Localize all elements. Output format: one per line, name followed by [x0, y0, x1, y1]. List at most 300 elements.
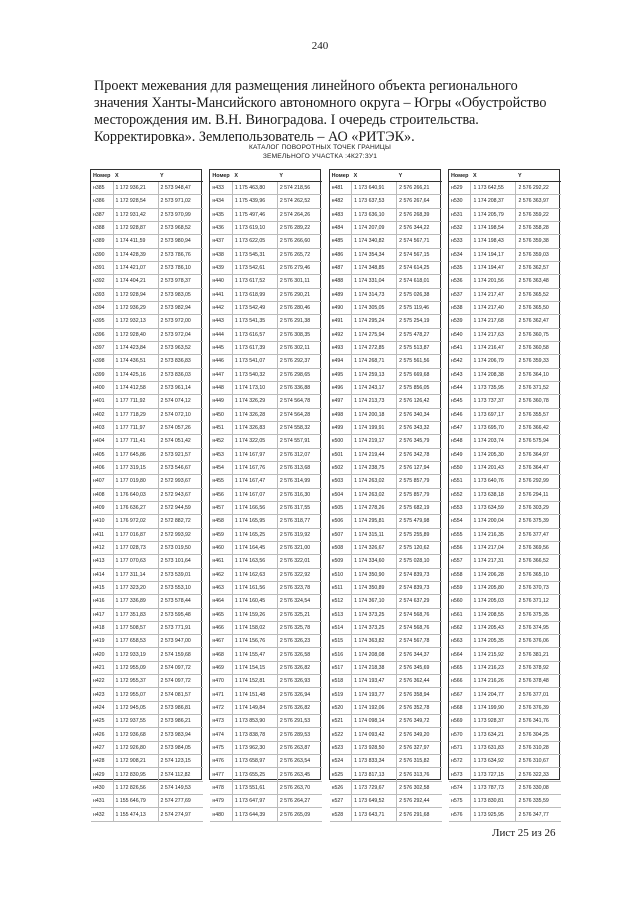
coord-y: 2 576 126,42 — [397, 395, 442, 408]
table-row — [91, 341, 203, 354]
table-row — [91, 688, 203, 701]
table-row — [210, 501, 322, 514]
point-number: н408 — [91, 488, 113, 501]
coord-x: 1 174 193,47 — [352, 675, 397, 688]
table-row — [91, 795, 203, 808]
coord-y: 2 576 310,28 — [516, 741, 561, 754]
point-number: н460 — [210, 541, 232, 554]
coord-y: 2 576 375,35 — [516, 608, 561, 621]
coord-x: 1 174 272,85 — [352, 341, 397, 354]
coord-x: 1 173 727,15 — [471, 768, 516, 781]
point-number: н454 — [210, 461, 232, 474]
point-number: н537 — [449, 288, 471, 301]
coord-x: 1 174 436,51 — [113, 355, 158, 368]
table-row — [449, 368, 561, 381]
point-number: н477 — [210, 768, 232, 781]
coord-x: 1 177 070,63 — [113, 555, 158, 568]
table-row — [91, 728, 203, 741]
point-number: н541 — [449, 341, 471, 354]
point-number: н395 — [91, 315, 113, 328]
point-number: н559 — [449, 581, 471, 594]
table-row — [91, 595, 203, 608]
table-row — [210, 395, 322, 408]
coord-y: 2 574 614,25 — [397, 261, 442, 274]
coord-x: 1 174 425,16 — [113, 368, 158, 381]
table-row — [330, 715, 442, 728]
table-row — [210, 635, 322, 648]
coord-x: 1 174 217,68 — [471, 315, 516, 328]
point-number: н547 — [449, 421, 471, 434]
coord-y: 2 574 051,42 — [158, 435, 203, 448]
point-number: н450 — [210, 408, 232, 421]
table-row — [91, 661, 203, 674]
coord-y: 2 573 972,04 — [158, 328, 203, 341]
table-row — [449, 781, 561, 794]
coord-x: 1 174 238,75 — [352, 461, 397, 474]
point-number: н497 — [330, 395, 352, 408]
coord-x: 1 174 205,79 — [471, 208, 516, 221]
coord-x: 1 172 955,07 — [113, 688, 158, 701]
coord-y: 2 576 294,11 — [516, 488, 561, 501]
point-number: н484 — [330, 221, 352, 234]
coord-x: 1 174 243,17 — [352, 381, 397, 394]
point-number: н493 — [330, 341, 352, 354]
coord-y: 2 576 355,57 — [516, 408, 561, 421]
table-row — [91, 328, 203, 341]
coord-x: 1 177 351,83 — [113, 608, 158, 621]
coord-x: 1 174 216,23 — [471, 661, 516, 674]
table-row — [330, 755, 442, 768]
coord-y: 2 574 839,73 — [397, 568, 442, 581]
coord-y: 2 574 618,01 — [397, 275, 442, 288]
point-number: н504 — [330, 488, 352, 501]
table-row — [330, 421, 442, 434]
coord-y: 2 576 369,56 — [516, 541, 561, 554]
coord-x: 1 172 936,29 — [113, 301, 158, 314]
table-row — [449, 381, 561, 394]
point-number: н427 — [91, 741, 113, 754]
table-row — [210, 768, 322, 781]
table-row — [210, 248, 322, 261]
coord-y: 2 574 568,76 — [397, 608, 442, 621]
coord-x: 1 174 412,58 — [113, 381, 158, 394]
point-number: н502 — [330, 461, 352, 474]
table-row — [330, 288, 442, 301]
point-number: н459 — [210, 528, 232, 541]
table-row — [91, 515, 203, 528]
table-row — [210, 355, 322, 368]
point-number: н554 — [449, 515, 471, 528]
point-number: н448 — [210, 381, 232, 394]
point-number: н568 — [449, 701, 471, 714]
coord-y: 2 574 558,32 — [277, 421, 322, 434]
table-row — [210, 781, 322, 794]
coord-y: 2 576 364,97 — [516, 448, 561, 461]
coord-x: 1 172 830,95 — [113, 768, 158, 781]
coord-y: 2 576 322,33 — [516, 768, 561, 781]
coord-y: 2 576 349,72 — [397, 715, 442, 728]
coord-x: 1 177 019,80 — [113, 475, 158, 488]
point-number: н466 — [210, 621, 232, 634]
coord-y: 2 575 119,46 — [397, 301, 442, 314]
coord-y: 2 573 595,48 — [158, 608, 203, 621]
table-row — [210, 648, 322, 661]
coord-x: 1 174 156,76 — [232, 635, 277, 648]
page-number: 240 — [311, 40, 329, 52]
coord-x: 1 172 928,94 — [113, 288, 158, 301]
coord-x: 1 174 152,81 — [232, 675, 277, 688]
coord-y: 2 575 513,87 — [397, 341, 442, 354]
coord-x: 1 173 636,10 — [352, 208, 397, 221]
table-row — [210, 528, 322, 541]
table-row — [330, 675, 442, 688]
point-number: н576 — [449, 808, 471, 821]
coord-x: 1 174 275,94 — [352, 328, 397, 341]
table-row — [91, 421, 203, 434]
table-row — [210, 595, 322, 608]
coord-x: 1 173 928,37 — [471, 715, 516, 728]
table-row — [449, 595, 561, 608]
table-row — [449, 261, 561, 274]
table-row — [449, 461, 561, 474]
coord-x: 1 177 645,86 — [113, 448, 158, 461]
point-number: н465 — [210, 608, 232, 621]
table-row — [449, 341, 561, 354]
coord-x: 1 174 198,43 — [471, 235, 516, 248]
coord-y: 2 573 982,94 — [158, 301, 203, 314]
point-number: н479 — [210, 795, 232, 808]
coord-y: 2 574 218,56 — [277, 182, 322, 195]
point-number: н506 — [330, 515, 352, 528]
coord-y: 2 576 364,10 — [516, 368, 561, 381]
coord-x: 1 174 367,10 — [352, 595, 397, 608]
coord-y: 2 575 857,79 — [397, 488, 442, 501]
point-number: н549 — [449, 448, 471, 461]
table-row — [449, 555, 561, 568]
coord-y: 2 576 336,88 — [277, 381, 322, 394]
table-row — [91, 581, 203, 594]
point-number: н458 — [210, 515, 232, 528]
point-number: н432 — [91, 808, 113, 821]
coord-y: 2 573 539,01 — [158, 568, 203, 581]
table-row — [449, 488, 561, 501]
table-row — [330, 528, 442, 541]
coord-x: 1 174 199,91 — [352, 421, 397, 434]
coord-x: 1 173 638,18 — [471, 488, 516, 501]
table-row — [210, 701, 322, 714]
coord-x: 1 174 259,13 — [352, 368, 397, 381]
coord-x: 1 173 541,35 — [232, 315, 277, 328]
coord-y: 2 576 312,07 — [277, 448, 322, 461]
point-number: н451 — [210, 421, 232, 434]
coord-x: 1 173 787,73 — [471, 781, 516, 794]
table-row — [449, 435, 561, 448]
coord-y: 2 575 857,79 — [397, 475, 442, 488]
coord-x: 1 174 326,28 — [232, 408, 277, 421]
coord-x: 1 174 208,38 — [471, 368, 516, 381]
table-row — [210, 515, 322, 528]
point-number: н431 — [91, 795, 113, 808]
table-row — [449, 688, 561, 701]
table-row — [449, 182, 561, 195]
coord-y: 2 576 326,23 — [277, 635, 322, 648]
table-row — [330, 235, 442, 248]
point-number: н472 — [210, 701, 232, 714]
point-number: н509 — [330, 555, 352, 568]
coord-y: 2 575 254,19 — [397, 315, 442, 328]
coord-y: 2 576 292,22 — [516, 182, 561, 195]
coord-y: 2 576 318,77 — [277, 515, 322, 528]
point-number: н544 — [449, 381, 471, 394]
point-number: н388 — [91, 221, 113, 234]
coord-x: 1 173 617,39 — [232, 341, 277, 354]
coord-y: 2 576 263,70 — [277, 781, 322, 794]
coord-y: 2 576 359,22 — [516, 208, 561, 221]
coord-x: 1 174 199,90 — [471, 701, 516, 714]
table-row — [449, 328, 561, 341]
coord-x: 1 172 928,87 — [113, 221, 158, 234]
coord-x: 1 174 350,90 — [352, 568, 397, 581]
coord-y: 2 573 921,57 — [158, 448, 203, 461]
point-number: н546 — [449, 408, 471, 421]
table-row — [330, 728, 442, 741]
point-number: н526 — [330, 781, 352, 794]
coord-y: 2 576 268,39 — [397, 208, 442, 221]
coord-x: 1 173 542,61 — [232, 261, 277, 274]
coord-y: 2 576 381,21 — [516, 648, 561, 661]
coord-y: 2 574 564,78 — [277, 395, 322, 408]
table-row — [449, 408, 561, 421]
table-row — [330, 448, 442, 461]
coord-y: 2 574 074,12 — [158, 395, 203, 408]
coord-y: 2 576 292,99 — [516, 475, 561, 488]
point-number: н462 — [210, 568, 232, 581]
table-row — [449, 755, 561, 768]
header-y: Y — [158, 170, 203, 182]
coord-y: 2 576 289,22 — [277, 221, 322, 234]
table-row — [449, 808, 561, 821]
point-number: н464 — [210, 595, 232, 608]
point-number: н457 — [210, 501, 232, 514]
coord-x: 1 174 151,48 — [232, 688, 277, 701]
table-row — [210, 755, 322, 768]
coord-y: 2 573 836,03 — [158, 368, 203, 381]
coord-x: 1 174 340,82 — [352, 235, 397, 248]
point-number: н550 — [449, 461, 471, 474]
coord-x: 1 173 634,59 — [471, 501, 516, 514]
coord-x: 1 174 314,73 — [352, 288, 397, 301]
header-num: Номер — [91, 170, 113, 182]
point-number: н423 — [91, 688, 113, 701]
point-number: н403 — [91, 421, 113, 434]
point-number: н467 — [210, 635, 232, 648]
coordinates-tables — [90, 169, 560, 818]
coord-y: 2 576 378,92 — [516, 661, 561, 674]
coord-x: 1 173 695,70 — [471, 421, 516, 434]
table-row — [210, 195, 322, 208]
coord-x: 1 172 936,21 — [113, 182, 158, 195]
table-row — [91, 248, 203, 261]
coord-x: 1 173 617,52 — [232, 275, 277, 288]
point-number: н510 — [330, 568, 352, 581]
coord-y: 2 576 321,00 — [277, 541, 322, 554]
table-row — [449, 728, 561, 741]
table-row — [91, 741, 203, 754]
point-number: н407 — [91, 475, 113, 488]
point-number: н404 — [91, 435, 113, 448]
coord-y: 2 576 575,94 — [516, 435, 561, 448]
coord-y: 2 574 081,57 — [158, 688, 203, 701]
coord-x: 1 174 205,30 — [471, 448, 516, 461]
table-row — [330, 501, 442, 514]
point-number: н409 — [91, 501, 113, 514]
table-row — [210, 568, 322, 581]
point-number: н514 — [330, 621, 352, 634]
table-row — [449, 475, 561, 488]
table-row — [330, 808, 442, 821]
point-number: н442 — [210, 301, 232, 314]
point-number: н545 — [449, 395, 471, 408]
coord-y: 2 576 301,11 — [277, 275, 322, 288]
coord-x: 1 172 908,21 — [113, 755, 158, 768]
header-x: X — [113, 170, 158, 182]
point-number: н447 — [210, 368, 232, 381]
coord-y: 2 576 310,67 — [516, 755, 561, 768]
table-row — [330, 328, 442, 341]
point-number: н416 — [91, 595, 113, 608]
point-number: н434 — [210, 195, 232, 208]
table-row — [210, 341, 322, 354]
table-row — [449, 515, 561, 528]
coord-y: 2 576 362,57 — [516, 261, 561, 274]
header-y: Y — [277, 170, 322, 182]
coord-y: 2 575 028,10 — [397, 555, 442, 568]
coord-x: 1 174 205,35 — [471, 635, 516, 648]
point-number: н553 — [449, 501, 471, 514]
coord-y: 2 576 291,68 — [397, 808, 442, 821]
table-row — [91, 541, 203, 554]
coord-x: 1 174 213,73 — [352, 395, 397, 408]
point-number: н490 — [330, 301, 352, 314]
point-number: н406 — [91, 461, 113, 474]
coord-x: 1 173 737,37 — [471, 395, 516, 408]
coord-x: 1 173 649,52 — [352, 795, 397, 808]
table-row — [330, 781, 442, 794]
coord-y: 2 576 374,95 — [516, 621, 561, 634]
header-y: Y — [516, 170, 561, 182]
table-row — [330, 581, 442, 594]
point-number: н494 — [330, 355, 352, 368]
table-row — [330, 688, 442, 701]
coord-x: 1 173 735,95 — [471, 381, 516, 394]
coord-x: 1 174 163,56 — [232, 555, 277, 568]
table-row — [91, 675, 203, 688]
coord-x: 1 173 647,97 — [232, 795, 277, 808]
coord-x: 1 174 331,04 — [352, 275, 397, 288]
table-row — [330, 595, 442, 608]
table-row — [91, 755, 203, 768]
coord-x: 1 176 972,02 — [113, 515, 158, 528]
coord-y: 2 576 343,32 — [397, 421, 442, 434]
coord-y: 2 573 578,44 — [158, 595, 203, 608]
coord-y: 2 574 112,82 — [158, 768, 203, 781]
coord-x: 1 174 164,45 — [232, 541, 277, 554]
table-row — [210, 675, 322, 688]
coord-x: 1 174 201,56 — [471, 275, 516, 288]
coord-y: 2 576 342,78 — [397, 448, 442, 461]
point-number: н489 — [330, 288, 352, 301]
table-row — [91, 208, 203, 221]
point-number: н478 — [210, 781, 232, 794]
coord-x: 1 174 208,55 — [471, 608, 516, 621]
table-row — [330, 435, 442, 448]
table-row — [210, 288, 322, 301]
table-row — [210, 408, 322, 421]
point-number: н390 — [91, 248, 113, 261]
table-row — [330, 381, 442, 394]
coord-x: 1 174 263,02 — [352, 488, 397, 501]
point-number: н475 — [210, 741, 232, 754]
point-number: н480 — [210, 808, 232, 821]
point-number: н512 — [330, 595, 352, 608]
point-number: н498 — [330, 408, 352, 421]
coord-y: 2 576 345,69 — [397, 661, 442, 674]
coord-y: 2 572 993,67 — [158, 475, 203, 488]
coord-y: 2 576 366,52 — [516, 555, 561, 568]
coord-y: 2 574 568,76 — [397, 621, 442, 634]
coord-y: 2 576 371,12 — [516, 595, 561, 608]
coord-x: 1 177 336,89 — [113, 595, 158, 608]
table-row — [91, 501, 203, 514]
coord-x: 1 174 167,76 — [232, 461, 277, 474]
coord-x: 1 174 404,21 — [113, 275, 158, 288]
coord-x: 1 174 167,47 — [232, 475, 277, 488]
table-row — [449, 541, 561, 554]
coord-x: 1 173 634,92 — [471, 755, 516, 768]
table-row — [330, 488, 442, 501]
coord-y: 2 574 123,15 — [158, 755, 203, 768]
point-number: н385 — [91, 182, 113, 195]
coord-y: 2 573 984,05 — [158, 741, 203, 754]
coord-x: 1 155 646,79 — [113, 795, 158, 808]
point-number: н446 — [210, 355, 232, 368]
coord-x: 1 174 423,84 — [113, 341, 158, 354]
table-row — [210, 795, 322, 808]
coord-x: 1 173 658,97 — [232, 755, 277, 768]
point-number: н396 — [91, 328, 113, 341]
table-row — [210, 381, 322, 394]
coord-y: 2 576 363,97 — [516, 195, 561, 208]
coord-x: 1 173 616,57 — [232, 328, 277, 341]
coord-y: 2 573 983,94 — [158, 728, 203, 741]
coordinates-table-4 — [448, 169, 560, 818]
point-number: н421 — [91, 661, 113, 674]
point-number: н445 — [210, 341, 232, 354]
coord-y: 2 576 362,44 — [397, 675, 442, 688]
point-number: н521 — [330, 715, 352, 728]
coord-y: 2 576 314,99 — [277, 475, 322, 488]
table-row — [330, 461, 442, 474]
table-row — [449, 208, 561, 221]
coord-x: 1 174 322,05 — [232, 435, 277, 448]
coord-y: 2 576 378,48 — [516, 675, 561, 688]
coord-x: 1 174 216,35 — [471, 528, 516, 541]
table-row — [210, 368, 322, 381]
coord-x: 1 174 363,82 — [352, 635, 397, 648]
coord-y: 2 576 335,59 — [516, 795, 561, 808]
coord-x: 1 172 955,37 — [113, 675, 158, 688]
point-number: н433 — [210, 182, 232, 195]
